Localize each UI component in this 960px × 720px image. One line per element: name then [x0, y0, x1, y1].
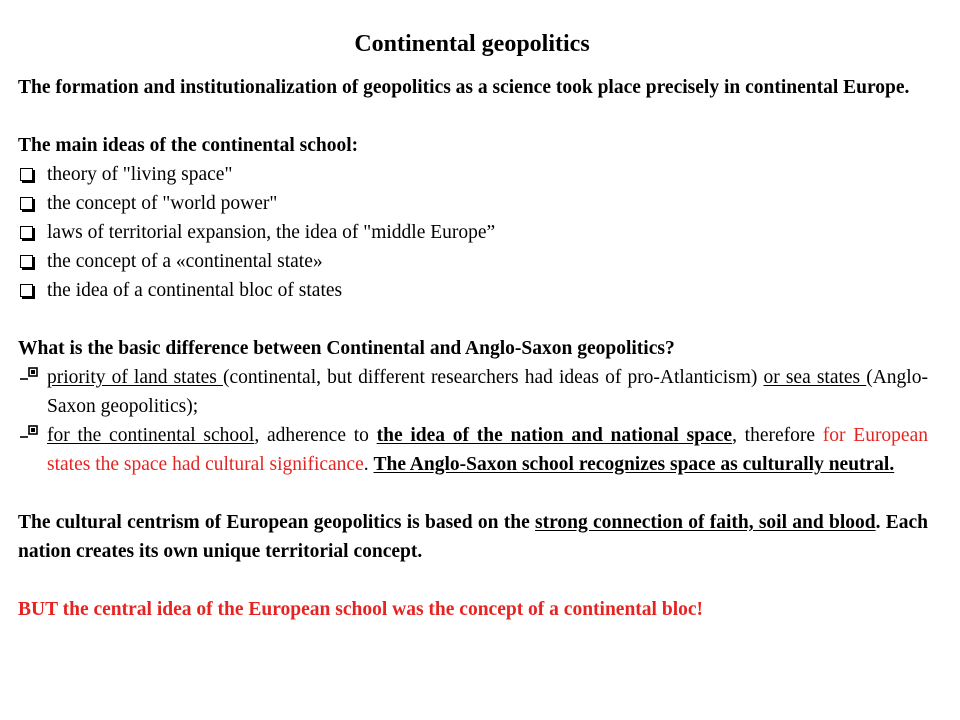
slide-title: Continental geopolitics	[354, 31, 590, 57]
checkbox-bullet-icon	[20, 197, 33, 210]
centrism-text: . Each nation creates its own unique territorial concept.	[18, 512, 928, 562]
list-item	[18, 247, 928, 276]
nation-space-text: the idea of the nation and national space	[376, 425, 733, 446]
difference-item-2	[18, 421, 928, 479]
list-item	[18, 276, 928, 305]
slide-body	[18, 73, 928, 624]
difference-text: , adherence to	[254, 425, 377, 446]
conclusion-text: BUT the central idea of the European school was the concept of a continental bloc!	[18, 599, 704, 620]
checkbox-bullet-icon	[20, 168, 33, 181]
question-heading: What is the basic difference between Continental and Anglo-Saxon geopolitics?	[18, 338, 675, 359]
ideas-heading: The main ideas of the continental school:	[18, 135, 359, 156]
difference-item-1	[18, 363, 928, 421]
centrism-text: The cultural centrism of European geopolitics is based on the	[18, 512, 536, 533]
difference-text: (Anglo-Saxon geopolitics);	[47, 367, 928, 417]
spacer	[18, 102, 928, 131]
list-item	[18, 189, 928, 218]
list-item-text: the concept of "world power"	[47, 193, 278, 214]
anglo-saxon-neutral-text: The Anglo-Saxon school recognizes space as culturally neutral.	[373, 454, 895, 475]
intro-paragraph: The formation and institutionalization of geopolitics as a science took place precisely in continental Europe.	[18, 77, 910, 98]
list-item-text: laws of territorial expansion, the idea of "middle Europe”	[47, 222, 496, 243]
difference-text: (continental, but different researchers had ideas of pro-Atlanticism)	[222, 367, 764, 388]
dash-arrow-bullet-icon	[19, 424, 39, 442]
list-item	[18, 218, 928, 247]
land-states-text: priority of land states	[47, 367, 223, 388]
spacer	[18, 305, 928, 334]
cultural-significance-text: for European states the space had cultural significance	[47, 425, 928, 475]
list-item-text: theory of "living space"	[47, 164, 233, 185]
continental-school-text: for the continental school	[47, 425, 255, 446]
centrism-paragraph	[18, 508, 928, 566]
faith-soil-blood-text: strong connection of faith, soil and blood	[535, 512, 876, 533]
list-item-text: the idea of a continental bloc of states	[47, 280, 343, 301]
checkbox-bullet-icon	[20, 284, 33, 297]
spacer	[18, 566, 928, 595]
difference-text: .	[363, 454, 374, 475]
difference-text: , therefore	[732, 425, 823, 446]
dash-arrow-bullet-icon	[19, 366, 39, 384]
ideas-list	[18, 160, 928, 305]
spacer	[18, 479, 928, 508]
list-item-text: the concept of a «continental state»	[47, 251, 323, 272]
checkbox-bullet-icon	[20, 226, 33, 239]
checkbox-bullet-icon	[20, 255, 33, 268]
list-item	[18, 160, 928, 189]
sea-states-text: or sea states	[763, 367, 867, 388]
